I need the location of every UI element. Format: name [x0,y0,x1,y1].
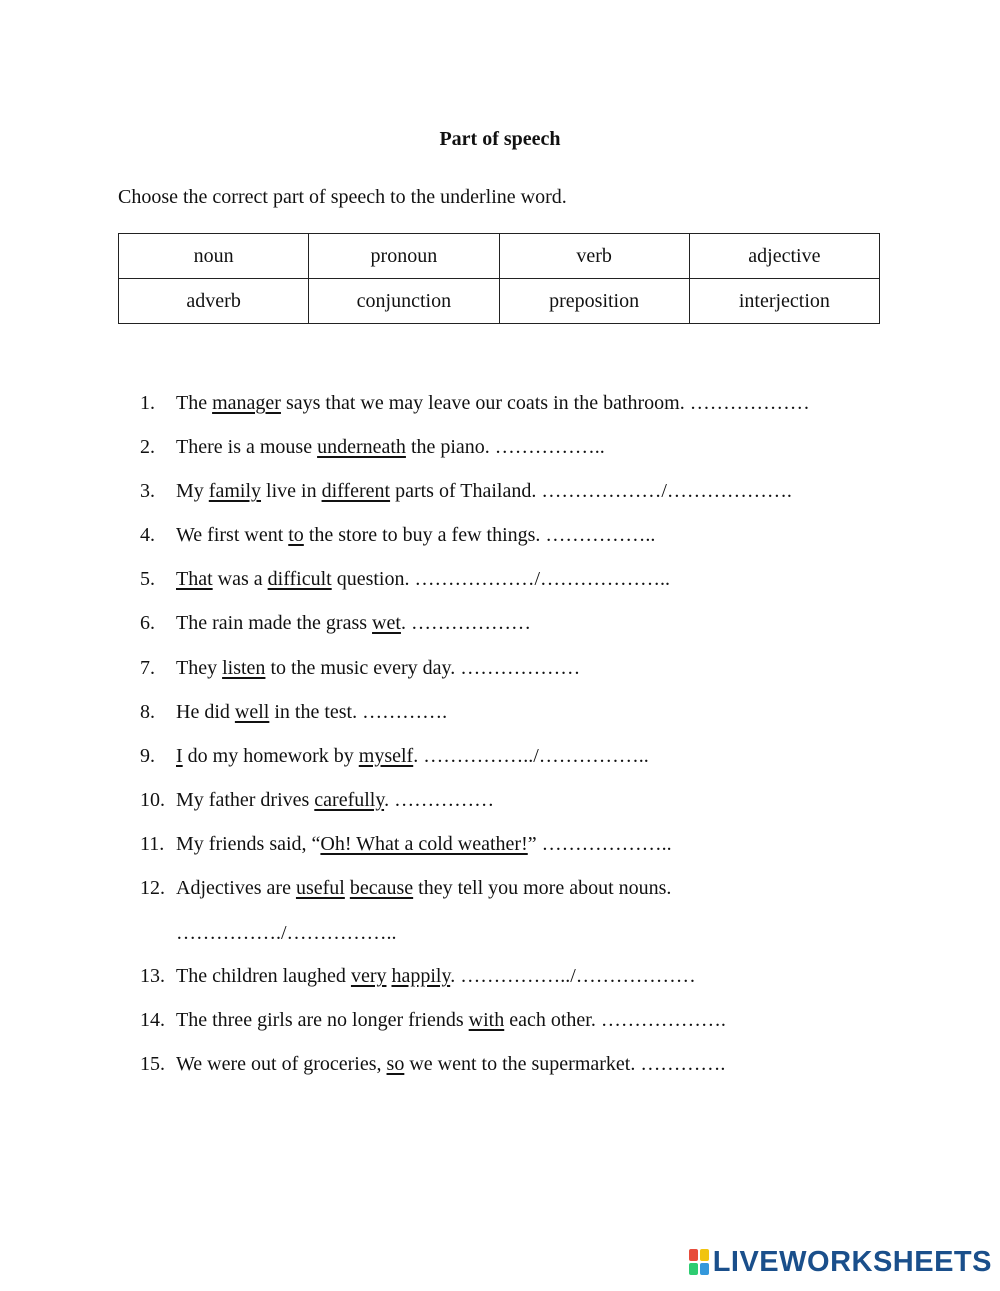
word-bank-row [119,279,880,324]
question-item [140,436,810,480]
question-fragment: parts of Thailand. ………………/………………. [390,480,792,503]
question-number: 11. [140,832,165,855]
question-fragment: We first went [176,524,289,547]
question-fragment: we went to the supermarket. …………. [404,1053,726,1076]
question-fragment: in the test. …………. [269,700,448,723]
question-number: 14. [140,1009,165,1032]
word-bank-cell: adjective [689,234,879,279]
question-number: 7. [140,656,155,679]
underlined-word: Oh! What a cold weather! [320,832,528,855]
question-fragment: My [176,480,209,503]
question-fragment: My father drives [176,788,315,811]
question-item [140,392,810,436]
question-item [140,745,810,789]
question-text [176,877,671,899]
question-fragment: We were out of groceries, [176,1053,387,1076]
underlined-word: difficult [267,568,332,591]
underlined-word: happily [391,965,451,988]
word-bank-cell: conjunction [309,279,499,324]
question-text [176,789,494,833]
question-item [140,480,810,524]
question-text [176,745,649,789]
question-text [176,612,531,656]
question-text [176,833,682,877]
question-item [140,568,810,612]
logo-tile [700,1263,709,1275]
underlined-word: so [386,1053,405,1076]
underlined-word: manager [212,392,281,414]
question-number: 5. [140,568,155,591]
logo-tile [689,1263,698,1275]
question-number: 10. [140,788,165,811]
question-text [176,480,792,524]
question-item [140,877,810,965]
question-number: 12. [140,877,165,900]
underlined-word: because [349,877,414,900]
question-number: 15. [140,1053,165,1076]
liveworksheets-logo [689,1247,992,1277]
question-text [176,701,447,745]
question-text [176,1009,726,1053]
word-bank-cell: pronoun [309,234,499,279]
question-fragment: the piano. …………….. [405,436,615,459]
question-fragment: He did [176,700,235,723]
word-bank-cell: interjection [689,279,879,324]
word-bank-cell: noun [119,234,309,279]
question-fragment: There is a mouse [176,436,318,459]
underlined-word: different [321,480,391,503]
question-text [176,965,696,1009]
question-fragment: They [176,656,223,679]
logo-tile [700,1249,709,1261]
question-fragment: The rain made the grass [176,612,373,635]
underlined-word: myself [358,744,414,767]
question-fragment: . ……………../…………….. [413,744,649,767]
question-item [140,965,810,1009]
question-fragment: Adjectives are [176,877,296,900]
question-fragment: . ……………… [400,612,531,635]
question-text [176,524,655,568]
liveworksheets-logo-icon [689,1249,709,1275]
underlined-word: with [468,1009,505,1032]
question-fragment: live in [261,480,322,503]
question-fragment: each other. ………………. [504,1009,726,1032]
question-list [140,392,810,1098]
logo-tile [689,1249,698,1261]
underlined-word: well [234,700,270,723]
question-fragment: was a [212,568,268,591]
question-fragment: ” ……………….. [527,832,682,855]
underlined-word: underneath [317,436,406,459]
question-fragment: . ……………../……………… [450,965,696,988]
underlined-word: carefully [314,788,385,811]
question-fragment: to the music every day. ……………… [265,656,581,679]
underlined-word: very [350,965,387,988]
question-fragment: The three girls are no longer friends [176,1009,469,1032]
word-bank-table [118,233,880,324]
question-item [140,789,810,833]
question-number: 8. [140,700,155,723]
instruction-text: Choose the correct part of speech to the underline word. [118,186,567,208]
question-text [176,568,670,612]
page-title: Part of speech [439,128,561,150]
question-text [176,1053,725,1097]
underlined-word: useful [295,877,345,900]
word-bank-row [119,234,880,279]
brand-name: LIVEWORKSHEETS [712,1245,992,1278]
question-fragment: The children laughed [176,965,351,988]
question-fragment: The [176,392,213,414]
question-fragment: the store to buy a few things. …………….. [303,524,656,547]
underlined-word: listen [222,656,266,679]
question-fragment: . …………… [384,788,495,811]
question-fragment: says that we may leave our coats in the bathroom. ……………… [280,392,810,414]
question-text [176,657,580,701]
underlined-word: to [288,524,304,547]
question-number: 4. [140,524,155,547]
question-number: 2. [140,436,155,459]
question-number: 13. [140,965,165,988]
underlined-word: That [176,568,213,591]
question-number: 9. [140,744,155,767]
question-item [140,701,810,745]
question-fragment: question. ………………/……………….. [331,568,671,591]
question-number: 3. [140,480,155,503]
question-text [176,436,615,480]
question-fragment: My friends said, “ [176,832,321,855]
word-bank-cell: verb [499,234,689,279]
question-fragment: they tell you more about nouns. [413,877,672,900]
underlined-word: wet [372,612,401,635]
question-fragment: do my homework by [182,744,359,767]
word-bank-cell: preposition [499,279,689,324]
question-item [140,833,810,877]
word-bank-cell: adverb [119,279,309,324]
question-item [140,657,810,701]
question-item [140,1053,810,1097]
question-number: 1. [140,392,155,414]
question-item [140,1009,810,1053]
underlined-word: I [176,744,183,767]
underlined-word: family [208,480,262,503]
question-text [176,392,810,436]
question-number: 6. [140,612,155,635]
answer-blank: ……………./…………….. [176,922,397,945]
question-item [140,612,810,656]
question-item [140,524,810,568]
